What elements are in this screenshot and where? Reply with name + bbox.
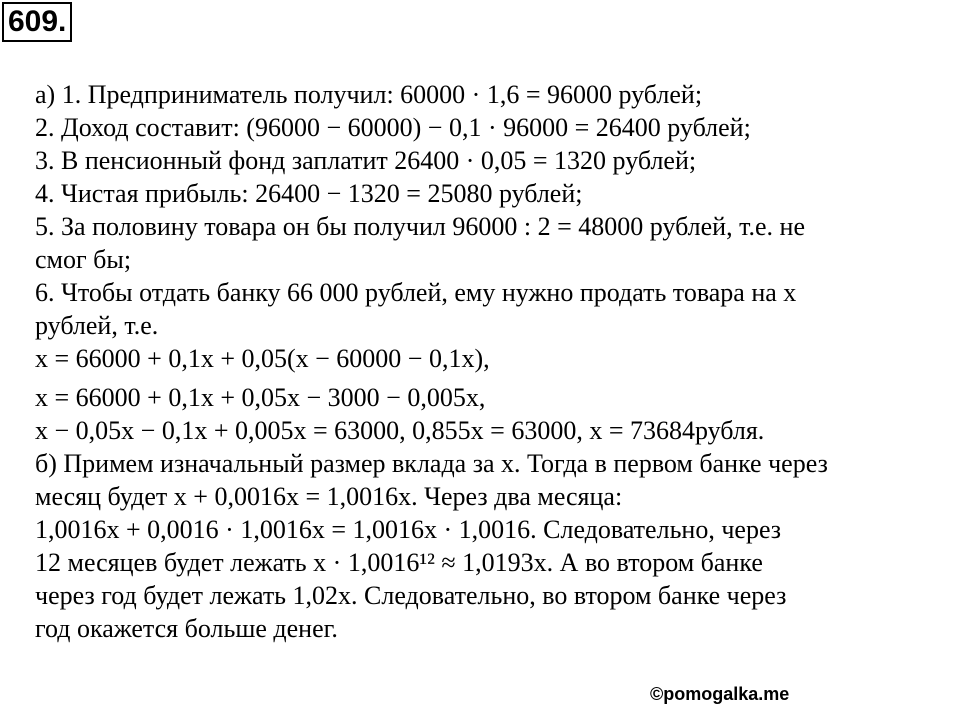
solution-line: б) Примем изначальный размер вклада за x. Тогда в первом банке через — [35, 449, 828, 478]
solution-line: 3. В пенсионный фонд заплатит 26400 · 0,05 = 1320 рублей; — [35, 146, 697, 175]
task-number: 609. — [2, 2, 72, 42]
solution-line: а) 1. Предприниматель получил: 60000 · 1,6 = 96000 рублей; — [35, 80, 703, 109]
solution-line: год окажется больше денег. — [35, 614, 338, 643]
solution-line: 12 месяцев будет лежать x · 1,0016¹² ≈ 1,0193x. А во втором банке — [35, 548, 763, 577]
solution-line: 1,0016x + 0,0016 · 1,0016x = 1,0016x · 1,0016. Следовательно, через — [35, 515, 782, 544]
watermark: ©pomogalka.me — [650, 684, 790, 704]
solution-line: рублей, т.е. — [35, 311, 159, 340]
solution-line: 2. Доход составит: (96000 − 60000) − 0,1 · 96000 = 26400 рублей; — [35, 113, 751, 142]
solution-line: x = 66000 + 0,1x + 0,05x − 3000 − 0,005x, — [35, 383, 486, 412]
solution-line: x − 0,05x − 0,1x + 0,005x = 63000, 0,855x = 63000, x = 73684рубля. — [35, 416, 765, 445]
solution-line: x = 66000 + 0,1x + 0,05(x − 60000 − 0,1x), — [35, 344, 490, 373]
solution-line: через год будет лежать 1,02x. Следовательно, во втором банке через — [35, 581, 787, 610]
solution-line: месяц будет x + 0,0016x = 1,0016x. Через два месяца: — [35, 482, 623, 511]
solution-line: 4. Чистая прибыль: 26400 − 1320 = 25080 рублей; — [35, 179, 583, 208]
solution-line: 6. Чтобы отдать банку 66 000 рублей, ему нужно продать товара на x — [35, 278, 797, 307]
solution-line: смог бы; — [35, 245, 132, 274]
solution-text — [35, 78, 960, 645]
solution-line: 5. За половину товара он бы получил 96000 : 2 = 48000 рублей, т.е. не — [35, 212, 805, 241]
